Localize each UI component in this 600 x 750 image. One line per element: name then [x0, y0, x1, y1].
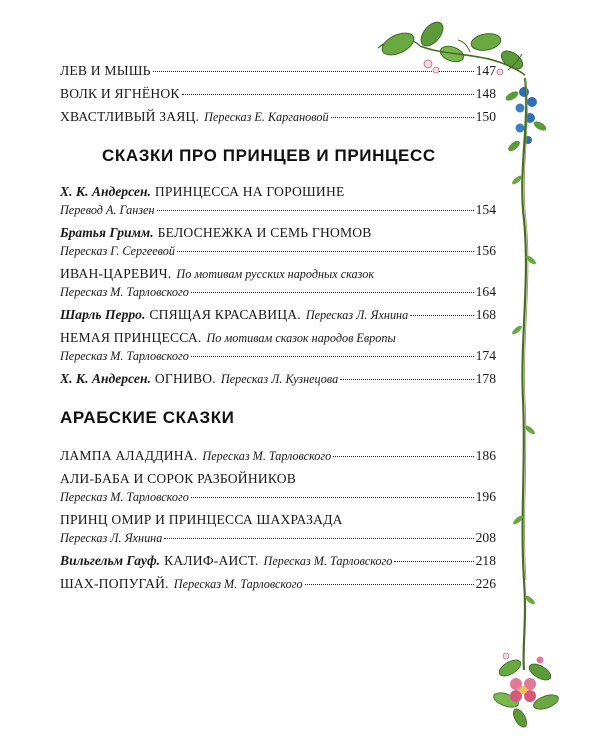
page-number: 186: [475, 448, 496, 463]
entry-author: Шарль Перро.: [60, 307, 146, 322]
section-heading: АРАБСКИЕ СКАЗКИ: [60, 408, 235, 427]
entry-note: Пересказ Е. Каргановой: [204, 110, 329, 124]
page-number: 226: [475, 576, 496, 591]
entry-title: ЛЕВ И МЫШЬ: [60, 63, 151, 78]
entry-author: Х. К. Андерсен.: [60, 371, 151, 386]
section-heading: СКАЗКИ ПРО ПРИНЦЕВ И ПРИНЦЕСС: [102, 146, 436, 165]
page-number: 156: [475, 243, 496, 258]
entry-subtitle: Пересказ М. Тарловского: [60, 285, 189, 299]
page-number: 148: [475, 86, 496, 101]
entry-subtitle: Пересказ М. Тарловского: [60, 490, 189, 504]
page-number: 164: [475, 284, 496, 299]
page-number: 218: [475, 553, 496, 568]
entry-title: ЛАМПА АЛАДДИНА.: [60, 448, 198, 463]
entry-title: КАЛИФ-АИСТ.: [164, 553, 259, 568]
entry-title: БЕЛОСНЕЖКА И СЕМЬ ГНОМОВ: [157, 225, 372, 240]
entry-title: АЛИ-БАБА И СОРОК РАЗБОЙНИКОВ: [60, 471, 297, 486]
page-number: 150: [475, 109, 496, 124]
entry-author: Х. К. Андерсен.: [60, 184, 151, 199]
entry-title: ХВАСТЛИВЫЙ ЗАЯЦ.: [60, 109, 200, 124]
entry-note: Пересказ Л. Кузнецова: [220, 372, 339, 386]
stem-leaves: [511, 174, 537, 606]
bottom-flower-cluster: [492, 653, 561, 729]
page-number: 196: [475, 489, 496, 504]
entry-title: СПЯЩАЯ КРАСАВИЦА.: [149, 307, 301, 322]
page-number: 168: [475, 307, 496, 322]
entry-title: ИВАН-ЦАРЕВИЧ.: [60, 266, 172, 281]
entry-note: По мотивам русских народных сказок: [176, 267, 375, 281]
entry-title: ПРИНЦЕССА НА ГОРОШИНЕ: [154, 184, 345, 199]
entry-subtitle: Перевод А. Ганзен: [60, 203, 155, 217]
pink-flower: [510, 678, 536, 702]
entry-title: ОГНИВО.: [154, 371, 216, 386]
entry-title: ПРИНЦ ОМИР И ПРИНЦЕССА ШАХРАЗАДА: [60, 512, 343, 527]
entry-subtitle: Пересказ Г. Сергеевой: [60, 244, 175, 258]
page-number: 154: [475, 202, 496, 217]
page-number: 208: [475, 530, 496, 545]
top-leaf-cluster: [378, 18, 526, 75]
entry-note: По мотивам сказок народов Европы: [206, 331, 396, 345]
entry-author: Вильгельм Гауф.: [60, 553, 161, 568]
entry-author: Братья Гримм.: [60, 225, 154, 240]
entry-title: НЕМАЯ ПРИНЦЕССА.: [60, 330, 202, 345]
page-number: 178: [475, 371, 496, 386]
vine-illustration: [370, 0, 600, 750]
entry-title: ВОЛК И ЯГНЁНОК: [60, 86, 180, 101]
entry-note: Пересказ М. Тарловского: [202, 449, 332, 463]
entry-subtitle: Пересказ М. Тарловского: [60, 349, 189, 363]
page-number: 147: [475, 63, 496, 78]
entry-note: Пересказ М. Тарловского: [173, 577, 303, 591]
entry-subtitle: Пересказ Л. Яхнина: [60, 531, 163, 545]
entry-note: Пересказ Л. Яхнина: [305, 308, 409, 322]
page-number: 174: [475, 348, 496, 363]
entry-title: ШАХ-ПОПУГАЙ.: [60, 576, 169, 591]
entry-note: Пересказ М. Тарловского: [263, 554, 393, 568]
